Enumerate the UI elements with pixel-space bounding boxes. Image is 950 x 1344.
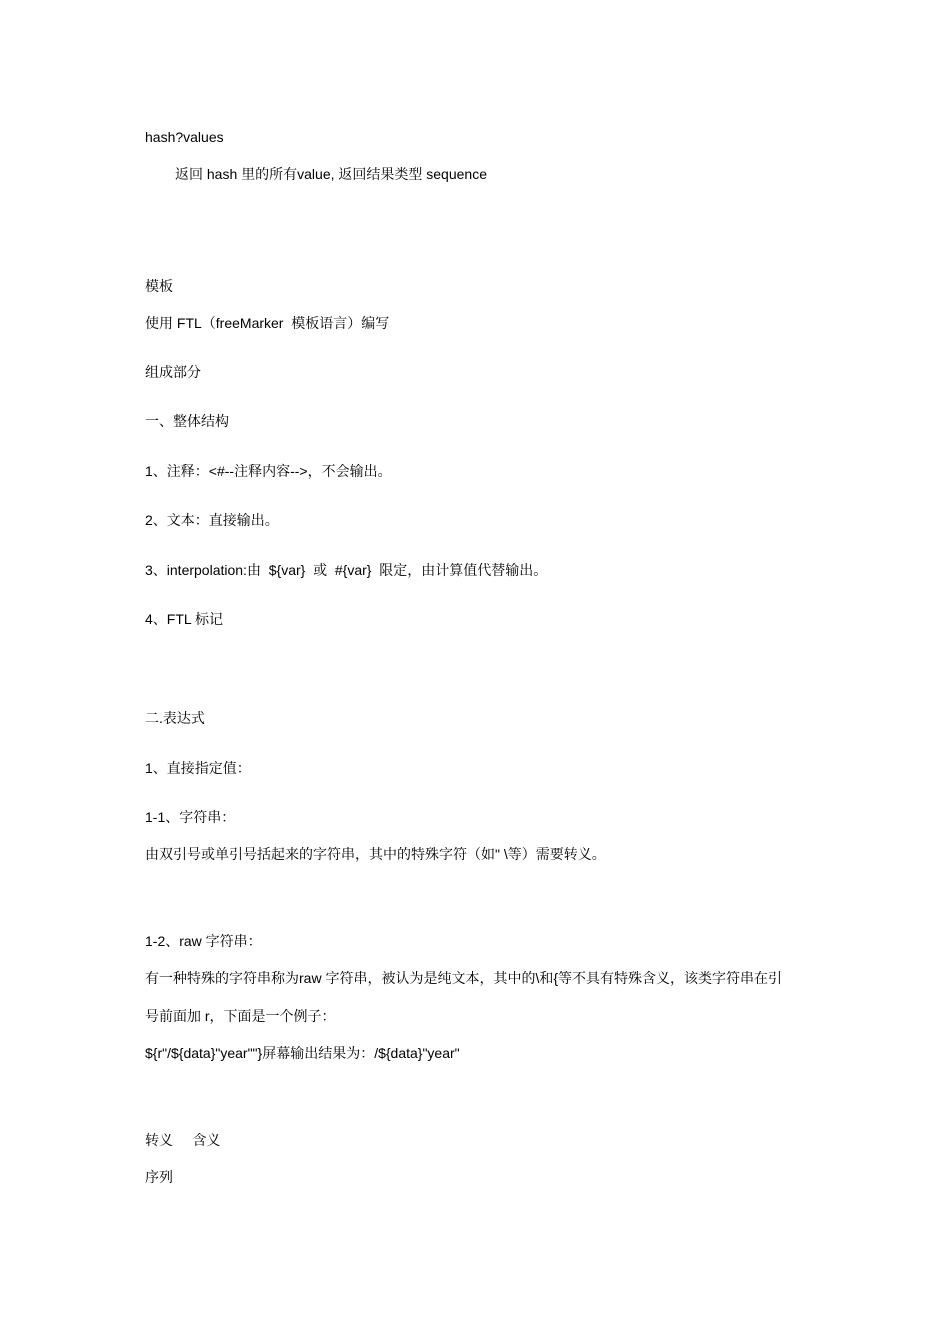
components-heading: 组成部分 [145,364,201,380]
expressions-heading: 二.表达式 [145,710,205,726]
escape-table-sequence-label: 序列 [145,1169,173,1185]
raw-strings-description-line-1: 有一种特殊的字符串称为raw 字符串，被认为是纯文本，其中的\和{等不具有特殊含义，该类字符串在引 [145,970,783,986]
list-item-text: 2、文本：直接输出。 [145,512,279,528]
overall-structure-heading: 一、整体结构 [145,413,229,429]
heading-hash-values: hash?values [145,129,224,145]
escape-table-header: 转义 含义 [145,1132,221,1148]
direct-values-heading: 1、直接指定值： [145,760,251,776]
raw-string-example: ${r"/${data}"year""}屏幕输出结果为：/${data}"year" [145,1045,460,1061]
raw-strings-description-line-2: 号前面加 r，下面是一个例子： [145,1008,336,1024]
strings-description: 由双引号或单引号括起来的字符串，其中的特殊字符（如" \等）需要转义。 [145,846,606,862]
raw-strings-heading: 1-2、raw 字符串： [145,933,262,949]
list-item-interpolation: 3、interpolation:由 ${var} 或 #{var} 限定，由计算值代替输出。 [145,562,548,578]
strings-heading: 1-1、字符串： [145,809,236,825]
section-template: 模板 [145,278,173,294]
hash-values-description: 返回 hash 里的所有value, 返回结果类型 sequence [175,166,487,182]
template-language-line: 使用 FTL（freeMarker 模板语言）编写 [145,315,390,331]
list-item-ftl-tags: 4、FTL 标记 [145,611,224,627]
list-item-comment: 1、注释：<#--注释内容-->，不会输出。 [145,463,392,479]
